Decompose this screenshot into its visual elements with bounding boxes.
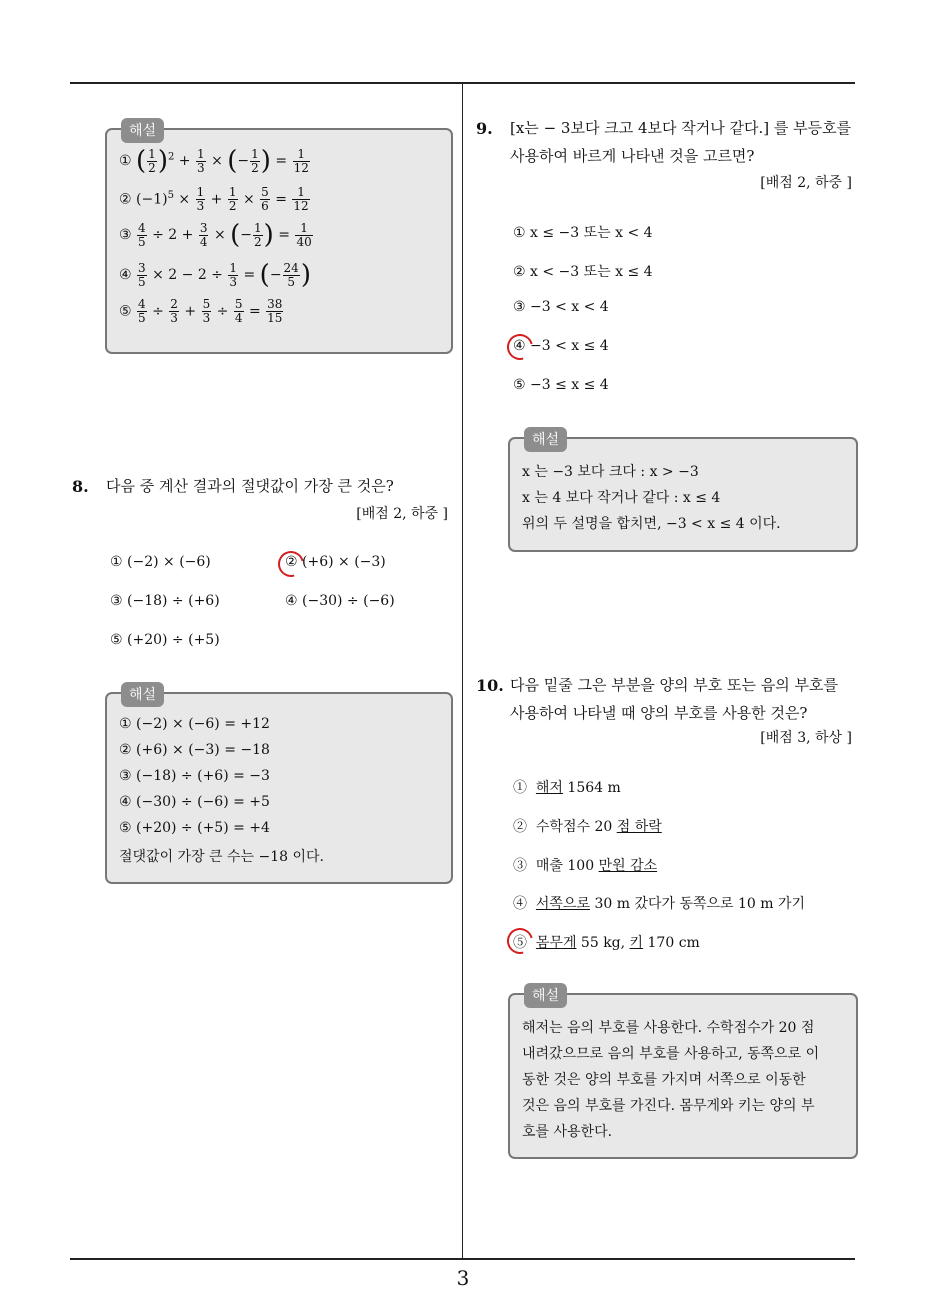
question-text: 사용하여 나타낼 때 양의 부호를 사용한 것은? — [510, 704, 808, 722]
answer-option[interactable]: ⑤ −3 ≤ x ≤ 4 — [513, 377, 609, 393]
solution-line: 위의 두 설명을 합치면, −3 < x ≤ 4 이다. — [522, 516, 781, 532]
solution-line: ④ $\frac{3}{5}$ × 2 − 2 ÷ $\frac{1}{3}$ = (− $\frac{24}{5}$ ) — [119, 260, 311, 290]
solution-line: ⑤ (+20) ÷ (+5) = +4 — [119, 820, 270, 836]
question-text: 다음 중 계산 결과의 절댓값이 가장 큰 것은? — [106, 477, 394, 495]
solution-line: ② $(-1)^5$ × $\frac{1}{3}$ + $\frac{1}{2}$ × $\frac{5}{6}$ = $\frac{1}{12}$ — [119, 185, 309, 213]
question-score: [배점 3, 하상 ] — [760, 730, 852, 746]
solution-tag: 해설 — [524, 427, 567, 452]
solution-line: 내려갔으므로 음의 부호를 사용하고, 동쪽으로 이 — [522, 1046, 820, 1062]
answer-option[interactable]: ② x < −3 또는 x ≤ 4 — [513, 264, 653, 280]
answer-option[interactable]: ③ 매출 100 만원 감소 — [513, 858, 658, 874]
answer-option[interactable]: ④ (−30) ÷ (−6) — [285, 593, 395, 609]
solution-line: 것은 음의 부호를 가진다. 몸무게와 키는 양의 부 — [522, 1098, 815, 1114]
answer-option[interactable]: ⑤ 몸무게 55 kg, 키 170 cm — [513, 935, 700, 951]
solution-line: x 는 −3 보다 크다 : x > −3 — [522, 464, 699, 480]
answer-option[interactable]: ② (+6) × (−3) — [285, 554, 386, 570]
question-score: [배점 2, 하중 ] — [760, 175, 852, 191]
question-number: 10. — [476, 676, 504, 695]
solution-box-q7 — [105, 123, 453, 354]
answer-option[interactable]: ① x ≤ −3 또는 x < 4 — [513, 225, 653, 241]
answer-option[interactable]: ① (−2) × (−6) — [110, 554, 211, 570]
question-number: 8. — [72, 477, 89, 496]
question-number: 9. — [476, 119, 493, 138]
solution-line: x 는 4 보다 작거나 같다 : x ≤ 4 — [522, 490, 721, 506]
solution-line: 동한 것은 양의 부호를 가지며 서쪽으로 이동한 — [522, 1072, 806, 1088]
solution-tag: 해설 — [121, 682, 164, 707]
solution-line: ⑤ $\frac{4}{5}$ ÷ $\frac{2}{3}$ + $\frac{5}{3}$ ÷ $\frac{5}{4}$ = $\frac{38}{15}$ — [119, 297, 283, 325]
page-number: 3 — [456, 1266, 470, 1290]
answer-option[interactable]: ③ (−18) ÷ (+6) — [110, 593, 220, 609]
answer-option[interactable]: ① 해저 1564 m — [513, 780, 621, 796]
solution-tag: 해설 — [121, 118, 164, 143]
solution-line: 해저는 음의 부호를 사용한다. 수학점수가 20 점 — [522, 1020, 815, 1036]
solution-line: ② (+6) × (−3) = −18 — [119, 742, 270, 758]
solution-line: ① (−2) × (−6) = +12 — [119, 716, 270, 732]
question-text: 사용하여 바르게 나타낸 것을 고르면? — [510, 147, 755, 165]
question-text: [x는 − 3보다 크고 4보다 작거나 같다.] 를 부등호를 — [510, 119, 852, 137]
solution-line: ③ (−18) ÷ (+6) = −3 — [119, 768, 270, 784]
solution-line: 호를 사용한다. — [522, 1124, 613, 1140]
answer-option[interactable]: ② 수학점수 20 점 하락 — [513, 819, 662, 835]
solution-line: ③ $\frac{4}{5}$ ÷ 2 + $\frac{3}{4}$ × (− $\frac{1}{2}$ ) = $\frac{1}{40}$ — [119, 220, 312, 250]
solution-box-q10 — [508, 988, 858, 1159]
solution-line: ④ (−30) ÷ (−6) = +5 — [119, 794, 270, 810]
solution-box-q9 — [508, 432, 858, 552]
column-divider — [462, 84, 463, 1260]
answer-option[interactable]: ③ −3 < x < 4 — [513, 299, 609, 315]
solution-box-q8 — [105, 687, 453, 884]
answer-option[interactable]: ⑤ (+20) ÷ (+5) — [110, 632, 220, 648]
bottom-rule — [70, 1258, 855, 1260]
answer-option[interactable]: ④ −3 < x ≤ 4 — [513, 338, 609, 354]
question-score: [배점 2, 하중 ] — [356, 506, 448, 522]
question-text: 다음 밑줄 그은 부분을 양의 부호 또는 음의 부호를 — [510, 676, 838, 694]
solution-tag: 해설 — [524, 983, 567, 1008]
solution-line: ① ( $\frac{1}{2}$ )$^2$ + $\frac{1}{3}$ × (− $\frac{1}{2}$ ) = $\frac{1}{12}$ — [119, 146, 309, 176]
solution-line: 절댓값이 가장 큰 수는 −18 이다. — [119, 849, 325, 865]
answer-option[interactable]: ④ 서쪽으로 30 m 갔다가 동쪽으로 10 m 가기 — [513, 896, 806, 912]
